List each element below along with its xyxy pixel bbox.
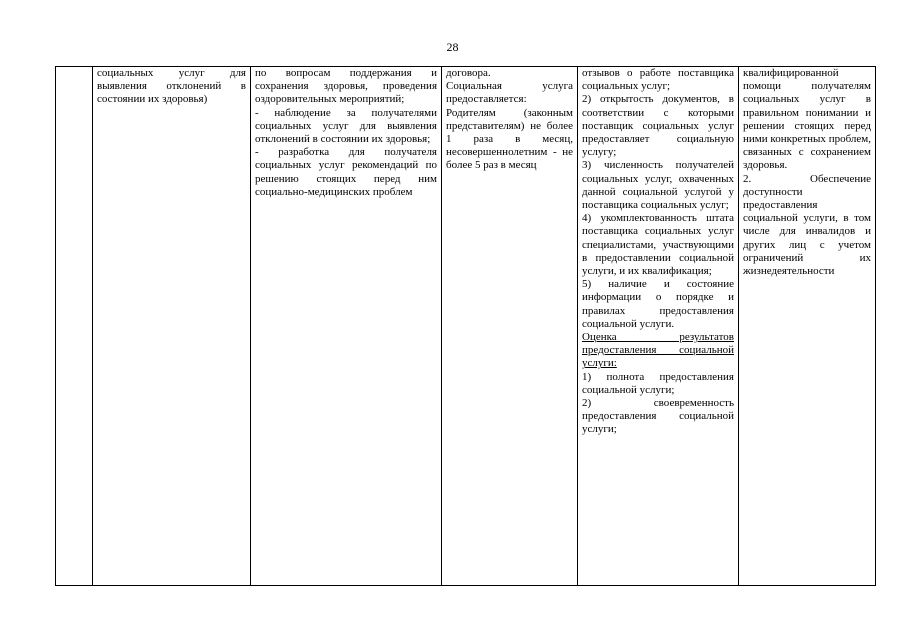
- indicator-paragraph: 2) открытость документов, в соответствии с которыми поставщик социальных услуг предоставляет социальную услугу;: [582, 93, 734, 159]
- services-table: [55, 66, 876, 586]
- conditions-paragraph: квалифицированной помощи получателям социальных услуг в правильном понимании и решении стоящих перед ними конкретных проблем, связанных с сохранением здоровья.: [743, 67, 871, 172]
- description-paragraph: - разработка для получателя социальных услуг рекомендаций по решению стоящих перед ним социально-медицинских проблем: [255, 146, 437, 198]
- table-row: [56, 67, 876, 586]
- indicator-paragraph: 2) своевременность предоставления социальной услуги;: [582, 397, 734, 436]
- cell-service-terms: [442, 67, 578, 586]
- terms-paragraph: договора.: [446, 67, 491, 79]
- terms-paragraph: Социальная услуга предоставляется:: [446, 80, 573, 106]
- conditions-paragraph: 2. Обеспечение доступности предоставления социальной услуги, в том числе для инвалидов и других лиц с учетом ограничений их жизнедеятельности: [743, 172, 871, 278]
- terms-paragraph: Родителям (законным представителям) не более 1 раза в месяц, несовершеннолетним - не более 5 раз в месяц: [446, 106, 573, 172]
- indicator-paragraph: 4) укомплектованность штата поставщика социальных услуг специалистами, участвующими в предоставлении социальной услуги, и их квалификация;: [582, 212, 734, 278]
- cell-service-description: [251, 67, 442, 586]
- indicator-paragraph: 1) полнота предоставления социальной услуги;: [582, 370, 734, 396]
- service-name-text: социальных услуг для выявления отклонений в состоянии их здоровья): [97, 67, 246, 106]
- indicator-paragraph: 5) наличие и состояние информации о порядке и правилах предоставления социальной услуги.: [582, 278, 734, 330]
- cell-quality-indicators: [578, 67, 739, 586]
- cell-conditions: [739, 67, 876, 586]
- evaluation-heading: Оценка результатов предоставления социальной услуги:: [582, 331, 734, 370]
- description-paragraph: по вопросам поддержания и сохранения здоровья, проведения оздоровительных мероприятий;: [255, 67, 437, 106]
- indicator-paragraph: 3) численность получателей социальных услуг, охваченных данной социальной услугой у поставщика социальных услуг;: [582, 159, 734, 212]
- description-paragraph: - наблюдение за получателями социальных услуг для выявления отклонений в состоянии их здоровья;: [255, 106, 437, 146]
- page-number: 28: [446, 40, 459, 54]
- cell-service-name: [93, 67, 251, 586]
- indicator-paragraph: отзывов о работе поставщика социальных услуг;: [582, 67, 734, 93]
- cell-number: [56, 67, 93, 586]
